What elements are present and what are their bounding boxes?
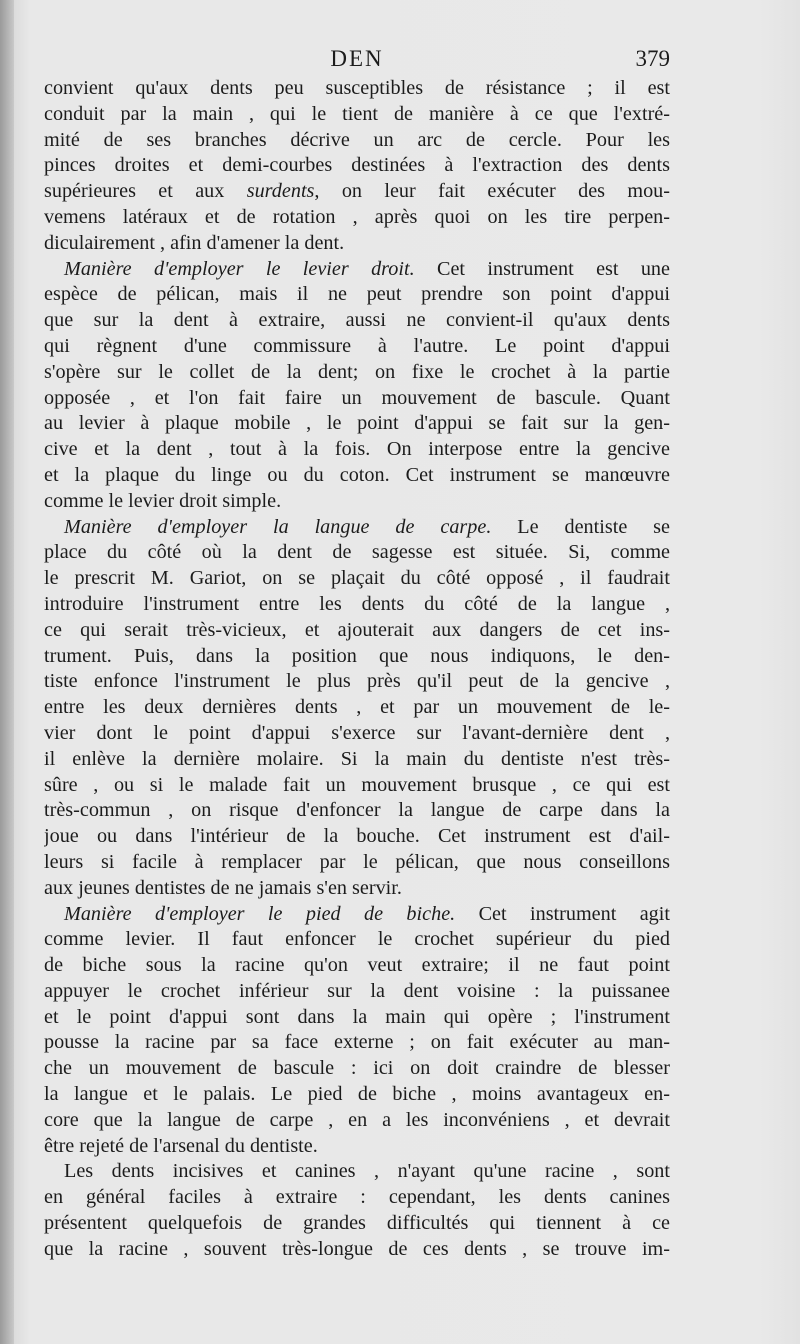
line-text: la langue et le palais. Le pied de biche , moins avantageux en- [44,1083,670,1106]
italic-heading: Manière d'employer le pied de biche. [64,902,456,925]
text-line [44,1005,670,1031]
text-line [44,205,670,231]
line-text: que la racine , souvent très-longue de ces dents , se trouve im- [44,1237,670,1260]
text-line [44,153,670,179]
line-text: vemens latéraux et de rotation , après quoi on les tire perpen- [44,205,670,228]
line-text: présentent quelquefois de grandes difficultés qui tiennent à ce [44,1212,670,1235]
text-line [44,463,670,489]
line-text: mité de ses branches décrive un arc de cercle. Pour les [44,128,670,151]
line-text: être rejeté de l'arsenal du dentiste. [44,1134,318,1157]
line-text: pousse la racine par sa face externe ; on fait exécuter au man- [44,1031,670,1054]
line-text-rest: Le dentiste se [491,515,670,538]
text-line [44,282,670,308]
text-line [44,308,670,334]
text-line [44,927,670,953]
line-text: et le point d'appui sont dans la main qui opère ; l'instrument [44,1005,670,1028]
text-line [44,644,670,670]
line-text: diculairement , afin d'amener la dent. [44,231,345,254]
line-text: en général faciles à extraire : cependant, les dents canines [44,1186,670,1209]
line-text: vier dont le point d'appui s'exerce sur l'avant-dernière dent , [44,721,670,744]
line-text: au levier à plaque mobile , le point d'appui se fait sur la gen- [44,412,670,435]
text-line [44,902,670,928]
line-text-rest: Cet instrument est une [414,257,670,280]
text-line [44,489,670,515]
text-line [44,824,670,850]
text-line [44,747,670,773]
text-line [44,773,670,799]
line-text: comme levier. Il faut enfoncer le crochet supérieur du pied [44,928,670,951]
line-text: joue ou dans l'intérieur de la bouche. Cet instrument est d'ail- [44,825,670,848]
line-text: place du côté où la dent de sagesse est située. Si, comme [44,541,670,564]
line-text: convient qu'aux dents peu susceptibles de résistance ; il est [44,77,670,99]
text-line [44,386,670,412]
line-text: core que la langue de carpe , en a les inconvéniens , et devrait [44,1108,670,1131]
line-text: aux jeunes dentistes de ne jamais s'en servir. [44,876,402,899]
text-line [44,669,670,695]
line-text: introduire l'instrument entre les dents du côté de la langue , [44,592,670,615]
text-line [44,1030,670,1056]
line-text: supérieures et aux [44,180,247,203]
line-text: très-commun , on risque d'enfoncer la langue de carpe dans la [44,799,670,822]
line-text: sûre , ou si le malade fait un mouvement brusque , ce qui est [44,773,670,796]
text-line [44,566,670,592]
line-text: cive et la dent , tout à la fois. On interpose entre la gencive [44,438,670,461]
italic-heading: Manière d'employer la langue de carpe. [64,515,492,538]
text-line [44,1211,670,1237]
line-text: comme le levier droit simple. [44,489,282,512]
text-line [44,1134,670,1160]
text-line [44,1185,670,1211]
text-line [44,1237,670,1263]
text-line [44,979,670,1005]
line-text: appuyer le crochet inférieur sur la dent voisine : la puissanee [44,979,670,1002]
line-text: que sur la dent à extraire, aussi ne convient-il qu'aux dents [44,309,670,332]
line-text: ce qui serait très-vicieux, et ajouterait aux dangers de cet ins- [44,618,670,641]
text-line [44,1159,670,1185]
text-line [44,257,670,283]
text-line [44,360,670,386]
line-text: s'opère sur le collet de la dent; on fixe le crochet à la partie [44,360,670,383]
text-line [44,592,670,618]
text-line [44,1082,670,1108]
line-text: pinces droites et demi-courbes destinées à l'extraction des dents [44,154,670,177]
body-text [44,76,670,1263]
text-line [44,76,670,102]
italic-heading: surdents [246,180,315,203]
line-text: trument. Puis, dans la position que nous indiquons, le den- [44,644,670,667]
running-header [44,46,670,80]
text-line [44,540,670,566]
line-text-rest: Cet instrument agit [455,902,670,925]
text-line [44,1056,670,1082]
text-line [44,515,670,541]
line-text: le prescrit M. Gariot, on se plaçait du côté opposé , il faudrait [44,567,670,590]
line-text: leurs si facile à remplacer par le pélican, que nous conseillons [44,850,670,873]
line-text: che un mouvement de bascule : ici on doit craindre de blesser [44,1057,670,1080]
text-line [44,798,670,824]
text-line [44,953,670,979]
text-line [44,1108,670,1134]
line-text: et la plaque du linge ou du coton. Cet instrument se manœuvre [44,463,670,486]
text-line [44,437,670,463]
text-line [44,876,670,902]
line-text: conduit par la main , qui le tient de manière à ce que l'extré- [44,102,670,125]
line-text: qui règnent d'une commissure à l'autre. Le point d'appui [44,334,670,357]
line-text: il enlève la dernière molaire. Si la main du dentiste n'est très- [44,747,670,770]
text-line [44,721,670,747]
italic-heading: Manière d'employer le levier droit. [64,257,415,280]
line-text: tiste enfonce l'instrument le plus près qu'il peut de la gencive , [44,670,670,693]
text-line [44,850,670,876]
text-line [44,695,670,721]
running-title: DEN [330,46,384,71]
text-line [44,102,670,128]
line-text: opposée , et l'on fait faire un mouvement de bascule. Quant [44,386,670,409]
text-line [44,128,670,154]
line-text: entre les deux dernières dents , et par un mouvement de le- [44,696,670,719]
line-text: de biche sous la racine qu'on veut extraire; il ne faut point [44,954,670,977]
book-spine-shadow [0,0,14,1344]
text-line [44,618,670,644]
text-line [44,411,670,437]
line-text-rest: , on leur fait exécuter des mou- [314,180,670,203]
line-text: espèce de pélican, mais il ne peut prendre son point d'appui [44,283,670,306]
line-text: Les dents incisives et canines , n'ayant qu'une racine , sont [64,1160,670,1183]
page-number: 379 [635,46,670,71]
text-line [44,179,670,205]
text-line [44,334,670,360]
text-line [44,231,670,257]
